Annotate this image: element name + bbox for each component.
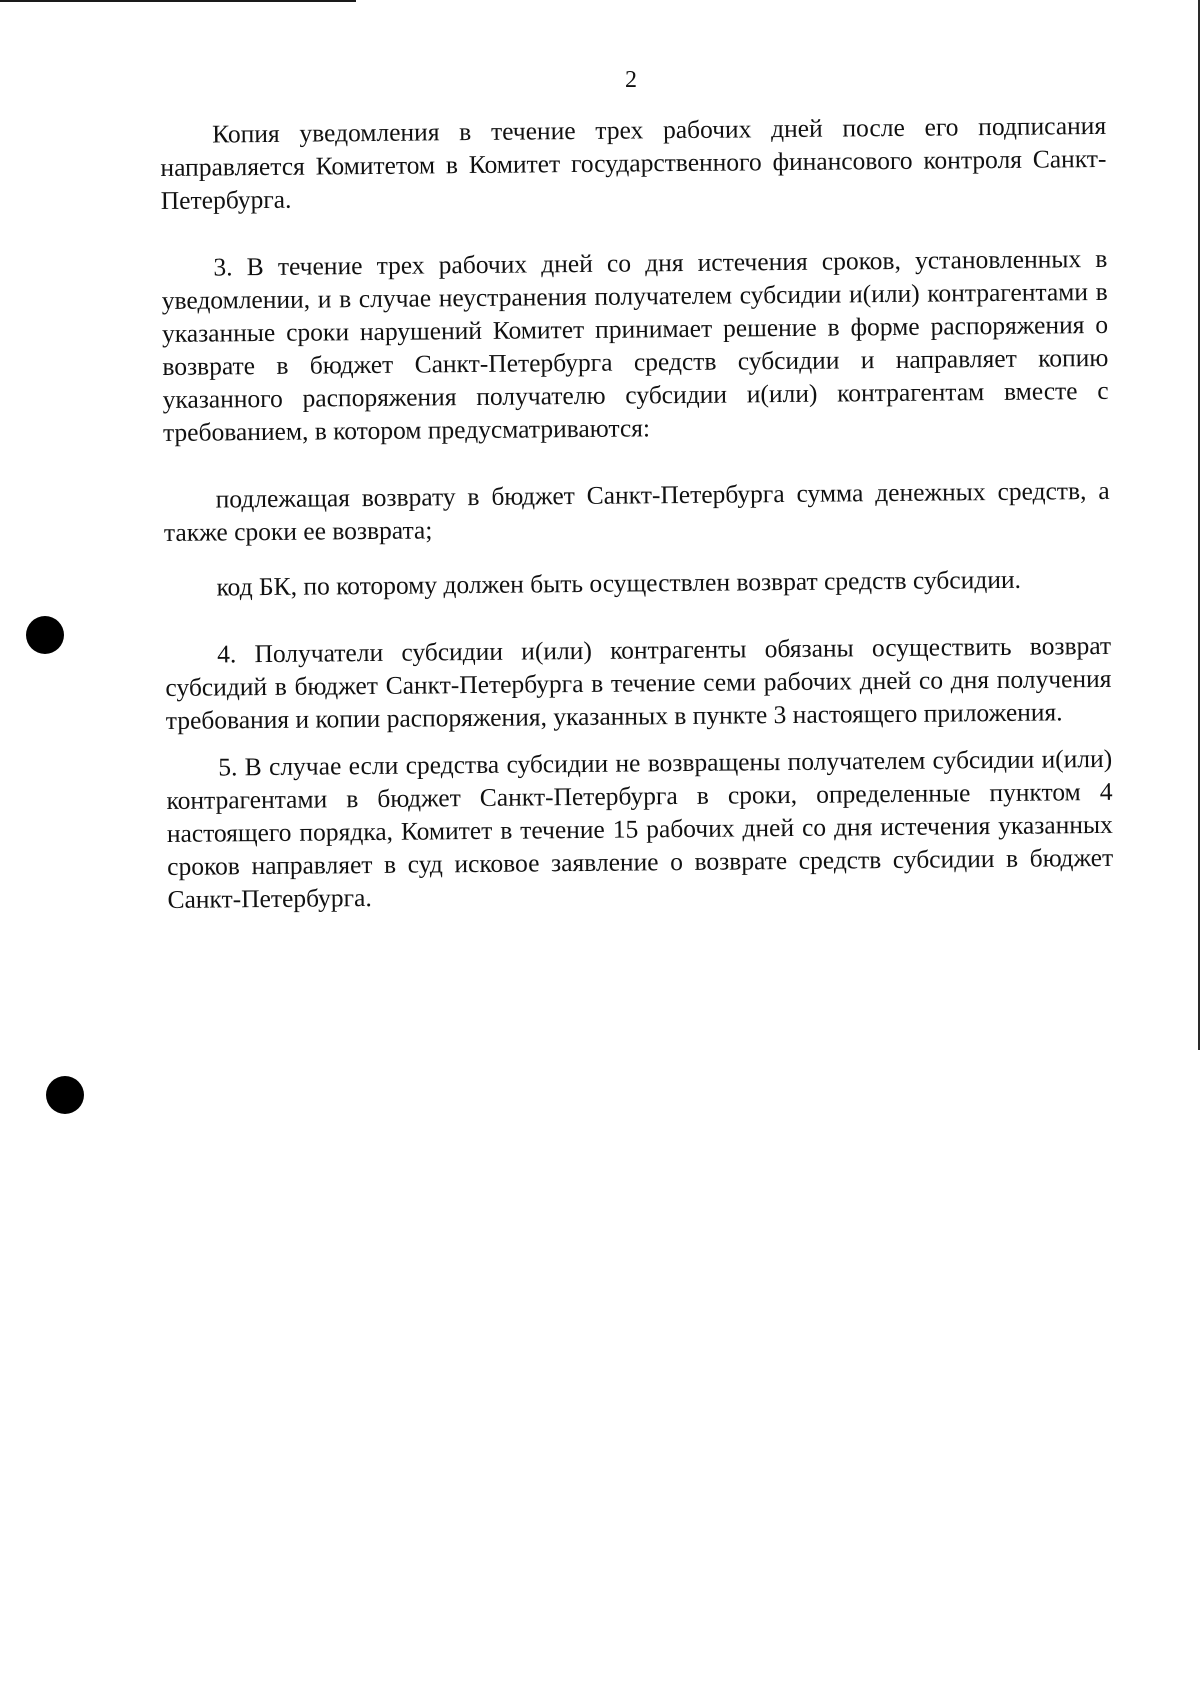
punch-hole-lower bbox=[46, 1076, 84, 1114]
paragraph-item-3: 3. В течение трех рабочих дней со дня истечения сроков, установленных в уведомлении, и в случае неустранения получателем субсидии и(или) контрагентами в указанные сроки нарушений Комитет принимает решение в форме распоряжения о возврате в бюджет Санкт-Петербурга средств субсидии и направляет копию указанного распоряжения получателю субсидии и(или) контрагентам вместе с требованием, в котором предусматриваются: bbox=[161, 243, 1109, 447]
punch-hole-upper bbox=[26, 616, 64, 654]
page-number: 2 bbox=[625, 67, 637, 93]
paragraph-notice-copy: Копия уведомления в течение трех рабочих дней после его подписания направляется Комитетом в Комитет государственного финансового контроля Санкт-Петербурга. bbox=[160, 110, 1107, 215]
document-body bbox=[160, 109, 1114, 916]
paragraph-item-4: 4. Получатели субсидии и(или) контрагенты обязаны осуществить возврат субсидий в бюджет Санкт-Петербурга в течение семи рабочих дней со дня получения требования и копии распоряжения, указанных в пункте 3 настоящего приложения. bbox=[165, 630, 1112, 735]
paragraph-budget-code: код БК, по которому должен быть осуществлен возврат средств субсидии. bbox=[216, 564, 1022, 602]
paragraph-item-5: 5. В случае если средства субсидии не возвращены получателем субсидии и(или) контрагентами в бюджет Санкт-Петербурга в сроки, определенные пунктом 4 настоящего порядка, Комитет в течение 15 рабочих дней со дня истечения указанных сроков направляет в суд исковое заявление о возврате средств субсидии в бюджет Санкт-Петербурга. bbox=[166, 743, 1114, 914]
scan-edge-top bbox=[0, 0, 356, 2]
paragraph-return-amount: подлежащая возврату в бюджет Санкт-Петербурга сумма денежных средств, а также сроки ее возврата; bbox=[163, 475, 1110, 547]
